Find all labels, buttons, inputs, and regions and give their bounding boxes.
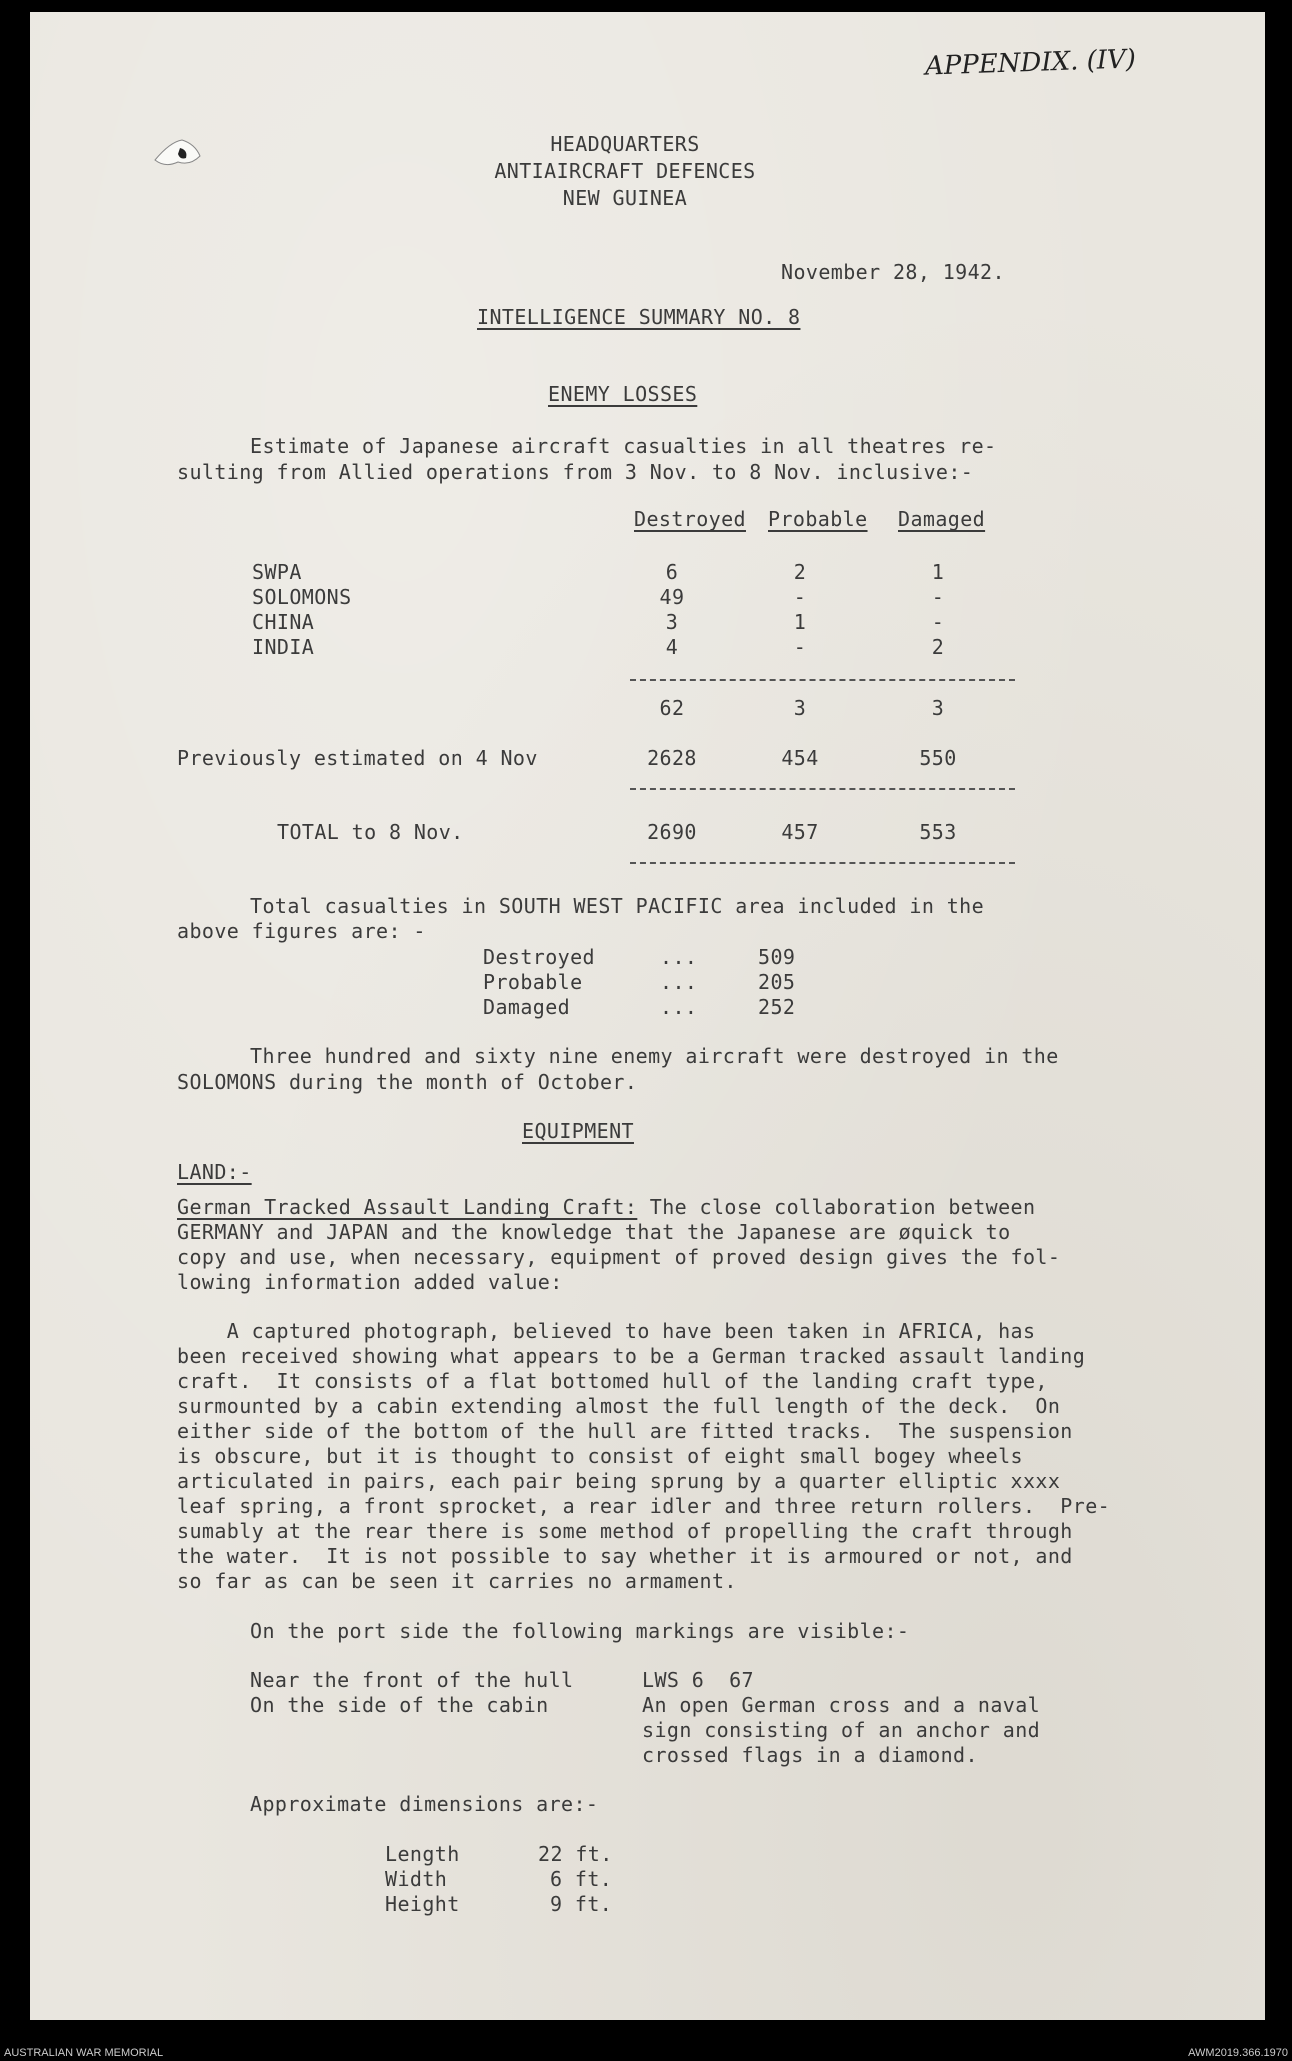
marking-text-2-cont: crossed flags in a diamond.: [642, 1743, 978, 1767]
marking-text-1: LWS 6 67: [642, 1668, 754, 1692]
dimension-label-length: Length: [385, 1842, 460, 1866]
cell-swpa-probable: 2: [793, 560, 807, 584]
footer-credit: AUSTRALIAN WAR MEMORIAL: [4, 2047, 164, 2059]
total-damaged: 553: [919, 820, 957, 844]
total-label: TOTAL to 8 Nov.: [277, 820, 464, 844]
header-line-2: ANTIAIRCRAFT DEFENCES: [494, 159, 756, 183]
swp-damaged-label: Damaged: [483, 995, 571, 1019]
previous-damaged: 550: [919, 746, 957, 770]
dimension-label-height: Height: [385, 1892, 460, 1916]
craft-paragraph-line-3: copy and use, when necessary, equipment of proved design gives the fol-: [177, 1245, 1061, 1269]
body-line: so far as can be seen it carries no armament.: [177, 1569, 737, 1593]
marking-location-2: On the side of the cabin: [250, 1693, 549, 1717]
cell-india-damaged: 2: [931, 635, 945, 659]
swp-probable-value: 205: [758, 970, 796, 994]
body-line: sumably at the rear there is some method of propelling the craft through: [177, 1519, 1073, 1543]
footer-accession-number: AWM2019.366.1970: [1188, 2047, 1288, 2059]
body-line: surmounted by a cabin extending almost the full length of the deck. On: [177, 1394, 1061, 1418]
intro-line-2: sulting from Allied operations from 3 Nov. to 8 Nov. inclusive:-: [177, 460, 974, 484]
craft-paragraph-line-2: GERMANY and JAPAN and the knowledge that the Japanese are øquick to: [177, 1220, 1011, 1244]
dimensions-intro: Approximate dimensions are:-: [250, 1792, 599, 1816]
handwritten-annotation: APPENDIX. (IV): [924, 44, 1137, 82]
cell-china-probable: 1: [793, 610, 807, 634]
previous-probable: 454: [781, 746, 819, 770]
cell-swpa-damaged: 1: [931, 560, 945, 584]
row-label-solomons: SOLOMONS: [252, 585, 352, 609]
col-header-damaged: Damaged: [898, 507, 986, 531]
body-line: craft. It consists of a flat bottomed hull of the landing craft type,: [177, 1369, 1048, 1393]
swp-line-1: Total casualties in SOUTH WEST PACIFIC area included in the: [250, 894, 985, 918]
cell-india-destroyed: 4: [665, 635, 679, 659]
craft-paragraph-line-4: lowing information added value:: [177, 1270, 563, 1294]
cell-swpa-destroyed: 6: [665, 560, 679, 584]
solomons-line-2: SOLOMONS during the month of October.: [177, 1070, 638, 1094]
cell-india-probable: -: [793, 635, 807, 659]
body-line: been received showing what appears to be a German tracked assault landing: [177, 1344, 1086, 1368]
col-header-probable: Probable: [768, 507, 868, 531]
dimension-value-length: 22 ft.: [538, 1842, 613, 1866]
cell-solomons-probable: -: [793, 585, 807, 609]
markings-intro: On the port side the following markings are visible:-: [250, 1619, 910, 1643]
dimension-value-width: 6 ft.: [550, 1867, 613, 1891]
paper-damage-mark: [150, 132, 210, 172]
swp-probable-label: Probable: [483, 970, 583, 994]
document-date: November 28, 1942.: [781, 260, 1005, 284]
cell-solomons-damaged: -: [931, 585, 945, 609]
swp-line-2: above figures are: -: [177, 919, 426, 943]
subtotal-destroyed: 62: [659, 696, 685, 720]
header-line-3: NEW GUINEA: [562, 186, 688, 210]
swp-destroyed-dots: ...: [660, 945, 698, 969]
body-line: either side of the bottom of the hull are fitted tracks. The suspension: [177, 1419, 1073, 1443]
subtotal-damaged: 3: [931, 696, 945, 720]
document-title: INTELLIGENCE SUMMARY NO. 8: [477, 305, 801, 329]
swp-damaged-value: 252: [758, 995, 796, 1019]
body-line: leaf spring, a front sprocket, a rear idler and three return rollers. Pre-: [177, 1494, 1111, 1518]
body-line: the water. It is not possible to say whether it is armoured or not, and: [177, 1544, 1073, 1568]
row-label-china: CHINA: [252, 610, 315, 634]
swp-damaged-dots: ...: [660, 995, 698, 1019]
land-heading: LAND:-: [177, 1160, 252, 1184]
divider-line: [630, 788, 1015, 790]
section-heading-equipment: EQUIPMENT: [522, 1119, 634, 1143]
header-line-1: HEADQUARTERS: [550, 132, 700, 156]
solomons-line-1: Three hundred and sixty nine enemy aircraft were destroyed in the: [250, 1044, 1059, 1068]
previous-destroyed: 2628: [647, 746, 697, 770]
marking-location-1: Near the front of the hull: [250, 1668, 574, 1692]
swp-probable-dots: ...: [660, 970, 698, 994]
marking-text-2: An open German cross and a naval: [642, 1693, 1041, 1717]
swp-destroyed-value: 509: [758, 945, 796, 969]
divider-line: [630, 679, 1015, 681]
body-line: articulated in pairs, each pair being sprung by a quarter elliptic xxxx: [177, 1469, 1061, 1493]
dimension-label-width: Width: [385, 1867, 448, 1891]
col-header-destroyed: Destroyed: [634, 507, 746, 531]
marking-text-2-cont: sign consisting of an anchor and: [642, 1718, 1041, 1742]
row-label-swpa: SWPA: [252, 560, 302, 584]
body-line: A captured photograph, believed to have been taken in AFRICA, has: [177, 1319, 1036, 1343]
divider-line: [630, 862, 1015, 864]
total-destroyed: 2690: [647, 820, 697, 844]
subtotal-probable: 3: [793, 696, 807, 720]
intro-line-1: Estimate of Japanese aircraft casualties in all theatres re-: [250, 434, 997, 458]
craft-line-1-rest: The close collaboration between: [637, 1195, 1036, 1219]
row-label-india: INDIA: [252, 635, 315, 659]
cell-china-damaged: -: [931, 610, 945, 634]
swp-destroyed-label: Destroyed: [483, 945, 595, 969]
cell-solomons-destroyed: 49: [659, 585, 685, 609]
cell-china-destroyed: 3: [665, 610, 679, 634]
dimension-value-height: 9 ft.: [550, 1892, 613, 1916]
craft-heading: German Tracked Assault Landing Craft:: [177, 1195, 638, 1219]
section-heading-enemy-losses: ENEMY LOSSES: [548, 382, 698, 406]
total-probable: 457: [781, 820, 819, 844]
craft-paragraph-line-1: [177, 1195, 1035, 1220]
previous-label: Previously estimated on 4 Nov: [177, 746, 538, 770]
body-line: is obscure, but it is thought to consist of eight small bogey wheels: [177, 1444, 1023, 1468]
document-page: [30, 12, 1265, 2020]
